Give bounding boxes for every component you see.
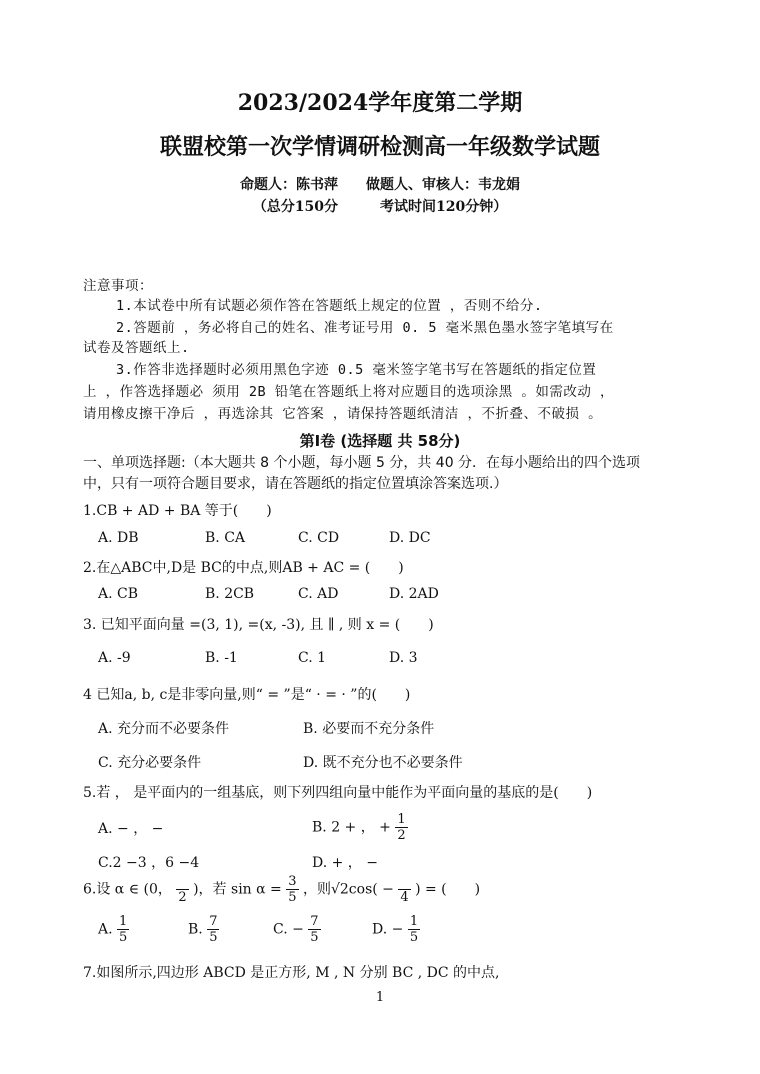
q6-c-numerator: 7: [310, 914, 319, 929]
exam-authors: 命题人：陈书萍 做题人、审核人：韦龙娟: [240, 177, 520, 193]
exam-score-time: （总分150分 考试时间120分钟）: [252, 199, 508, 215]
note-3-line2: 上 ，作答选择题必 须用 2B 铅笔在答题纸上将对应题目的选项涂黑 。如需改动 ，: [83, 384, 615, 400]
q6-f2-denominator: 5: [288, 890, 297, 905]
q2-option-d: D. 2AD: [389, 586, 439, 602]
q6-option-c-fraction: [308, 914, 320, 945]
q2-stem: 2.在△ABC中,D是 BC的中点,则AB + AC = ( ): [83, 560, 404, 576]
q6-option-a: [98, 914, 129, 945]
q6-option-d-label: D. −: [372, 921, 404, 938]
q6-option-b-fraction: [207, 914, 219, 945]
q6-option-b: [188, 914, 219, 945]
section-intro-line2: 中，只有一项符合题目要求，请在答题纸的指定位置填涂答案选项.）: [83, 476, 508, 492]
q6-d-numerator: 1: [409, 914, 419, 929]
note-3-line3: 请用橡皮擦干净后 ，再选涂其 它答案 ，请保持答题纸清洁 ，不折叠、不破损 。: [83, 406, 603, 422]
q6-b-denominator: 5: [209, 930, 218, 945]
q6-a-denominator: 5: [119, 930, 128, 945]
q6-stem-part-c: ，则√2cos( −: [302, 881, 394, 898]
q6-d-denominator: 5: [409, 930, 419, 945]
q5-option-d: D. + ， −: [312, 855, 378, 871]
q6-option-a-fraction: [117, 914, 129, 945]
q5-option-b-fraction: [395, 812, 407, 843]
q6-f1-numerator: [176, 874, 188, 890]
q6-b-numerator: 7: [209, 914, 218, 929]
note-1: 1.本试卷中所有试题必须作答在答题纸上规定的位置 ，否则不给分.: [116, 298, 543, 314]
q3-option-d: D. 3: [389, 650, 418, 666]
q1-option-d: D. DC: [389, 530, 431, 546]
q5-stem: 5.若 ， 是平面内的一组基底，则下列四组向量中能作为平面向量的基底的是( ): [83, 785, 593, 801]
q1-option-c: C. CD: [298, 530, 340, 546]
q6-stem-part-a: 6.设 α ∈ (0，: [83, 881, 172, 898]
note-2-line2: 试卷及答题纸上.: [83, 340, 190, 356]
notes-heading: 注意事项：: [83, 278, 153, 294]
q5-option-c: C.2 −3 ，6 −4: [98, 855, 200, 871]
q4-option-d: D. 既不充分也不必要条件: [303, 755, 463, 771]
q3-option-b: B. -1: [205, 650, 238, 666]
q7-stem: 7.如图所示,四边形 ABCD 是正方形, M , N 分别 BC , DC 的中点,: [83, 965, 500, 981]
q5-option-a: A. − ， −: [98, 821, 164, 837]
q2-option-a: A. CB: [98, 586, 139, 602]
q6-option-b-label: B.: [188, 921, 203, 938]
q1-option-a: A. DB: [98, 530, 139, 546]
q6-c-denominator: 5: [310, 930, 319, 945]
q4-option-b: B. 必要而不充分条件: [303, 721, 435, 737]
q6-option-c: [273, 914, 321, 945]
q6-f3-denominator: 4: [400, 890, 409, 905]
q3-stem: 3. 已知平面向量 =(3, 1), =(x, -3), 且 ∥ , 则 x = ( ): [83, 617, 434, 633]
q5-option-b: [312, 812, 408, 843]
q3-option-a: A. -9: [98, 650, 131, 666]
q6-option-c-label: C. −: [273, 921, 304, 938]
q6-fraction-pi-over-4: [398, 874, 410, 905]
section-title: 第Ⅰ卷 (选择题 共 58分): [299, 432, 461, 450]
q6-option-a-label: A.: [98, 921, 113, 938]
q3-option-c: C. 1: [298, 650, 327, 666]
q6-stem: [83, 874, 480, 905]
q6-f3-numerator: [398, 874, 410, 890]
q6-option-d: [372, 914, 420, 945]
q6-stem-part-d: ) = ( ): [415, 881, 481, 898]
section-intro-line1: 一、单项选择题:（本大题共 8 个小题，每小题 5 分，共 40 分．在每小题给出的四个选项: [83, 455, 641, 471]
q6-f2-numerator: 3: [288, 874, 297, 889]
q1-option-b: B. CA: [205, 530, 246, 546]
q4-option-a: A. 充分而不必要条件: [98, 721, 230, 737]
note-2-line1: 2.答题前 ，务必将自己的姓名、准考证号用 0. 5 毫米黑色墨水签字笔填写在: [116, 320, 614, 336]
q6-option-d-fraction: [408, 914, 420, 945]
exam-title-year: 2023/2024学年度第二学期: [237, 90, 523, 116]
q1-stem: 1.CB + AD + BA 等于( ): [83, 503, 272, 519]
q6-stem-part-b: )，若 sin α =: [193, 881, 282, 898]
q2-option-b: B. 2CB: [205, 586, 255, 602]
exam-title: 联盟校第一次学情调研检测高一年级数学试题: [159, 134, 600, 160]
q6-fraction-pi-over-2: [176, 874, 188, 905]
page-number: 1: [375, 990, 385, 1005]
note-3-line1: 3.作答非选择题时必须用黑色字迹 0.5 毫米签字笔书写在答题纸的指定位置: [116, 362, 597, 378]
q6-f1-denominator: 2: [178, 890, 187, 905]
q4-stem: 4 已知a, b, c是非零向量,则“ = ”是“ · = · ”的( ): [83, 687, 411, 703]
q5-frac-denominator: 2: [397, 828, 406, 843]
q5-frac-numerator: 1: [397, 812, 406, 827]
q2-option-c: C. AD: [298, 586, 339, 602]
q6-a-numerator: 1: [119, 914, 128, 929]
q4-option-c: C. 充分必要条件: [98, 755, 202, 771]
q6-fraction-3-5: [286, 874, 298, 905]
q5-option-b-text: B. 2 + ， +: [312, 819, 391, 836]
